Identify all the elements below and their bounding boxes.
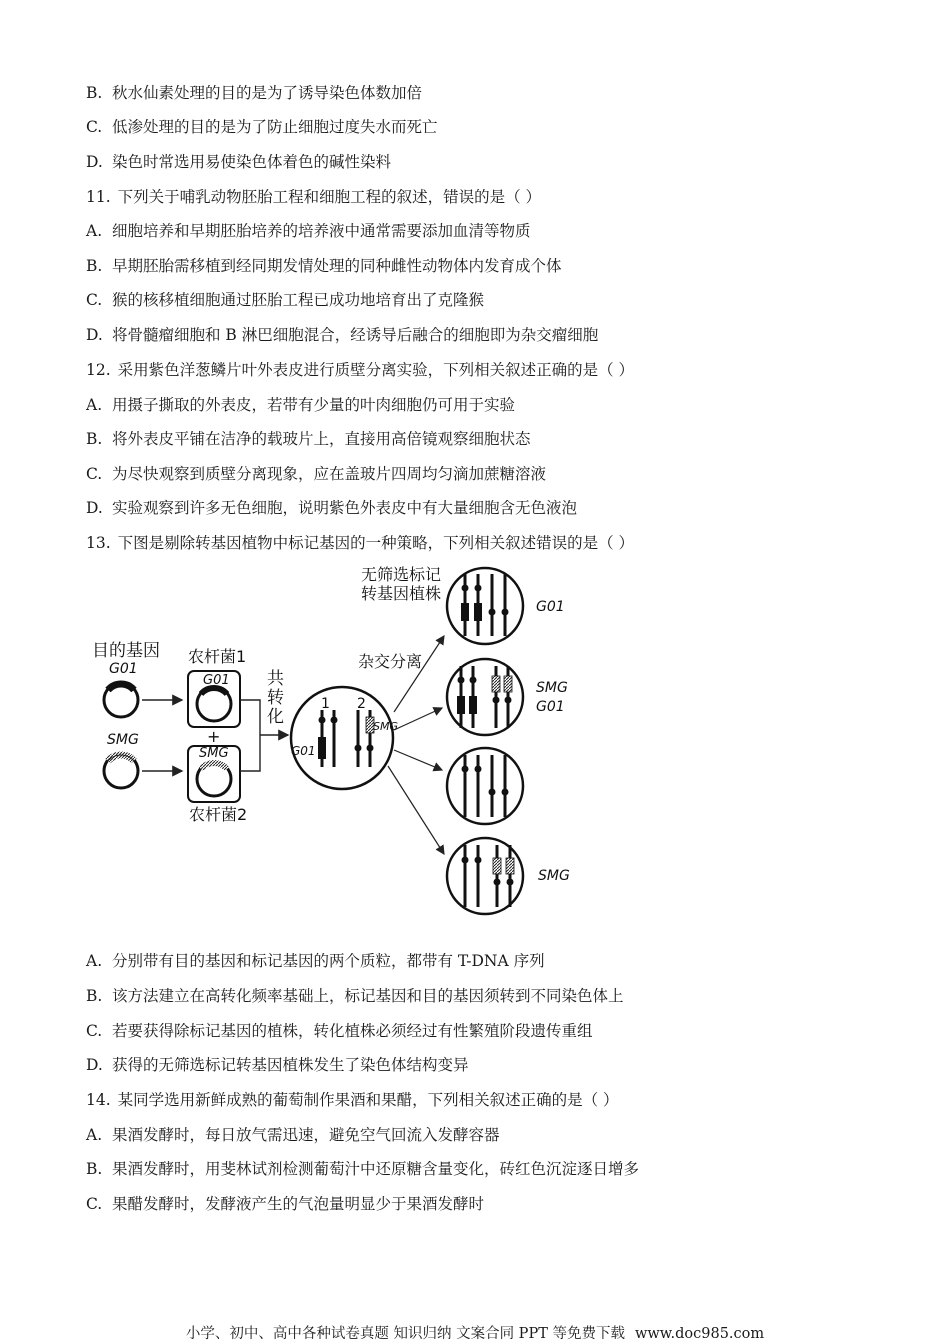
option-letter: B. — [86, 257, 103, 275]
option-text: 实验观察到许多无色细胞，说明紫色外表皮中有大量细胞含无色液泡 — [112, 499, 578, 517]
option-letter: C. — [86, 291, 103, 309]
option-text: 将外表皮平铺在洁净的载玻片上，直接用高倍镜观察细胞状态 — [112, 430, 531, 448]
cross-segregation-label: 杂交分离 — [358, 652, 423, 671]
result-label-line2: 转基因植株 — [361, 584, 442, 603]
chromosome-2-label: 2 — [357, 696, 366, 712]
g01-label-cell: G01 — [291, 744, 316, 758]
plasmid-smg — [104, 754, 138, 788]
option-letter: D. — [86, 153, 103, 171]
g01-label-bacterium: G01 — [203, 673, 230, 688]
question-stem — [86, 1090, 619, 1110]
agrobacterium-2 — [188, 746, 240, 802]
answer-option — [86, 83, 422, 103]
agrobacterium-1-label: 农杆菌1 — [188, 647, 247, 666]
question-text: 采用紫色洋葱鳞片叶外表皮进行质壁分离实验，下列相关叙述正确的是（ ） — [117, 361, 635, 379]
option-letter: D. — [86, 499, 103, 517]
answer-option — [86, 256, 562, 276]
offspring-1-g01-label: G01 — [536, 599, 565, 615]
offspring-cell-g01 — [447, 568, 523, 644]
answer-option — [86, 221, 531, 241]
offspring-2-g01-label: G01 — [536, 699, 565, 715]
option-letter: A. — [86, 952, 103, 970]
option-letter: C. — [86, 1022, 103, 1040]
option-text: 果醋发酵时，发酵液产生的气泡量明显少于果酒发酵时 — [112, 1195, 485, 1213]
answer-option — [86, 1194, 484, 1214]
answer-option — [86, 1159, 639, 1179]
gene-removal-diagram — [92, 560, 612, 930]
co-transform-char-3: 化 — [267, 707, 284, 727]
question-stem — [86, 187, 541, 207]
option-letter: B. — [86, 1160, 103, 1178]
chromosome-1-label: 1 — [321, 696, 330, 712]
transformed-cell — [291, 687, 398, 789]
option-letter: A. — [86, 1126, 103, 1144]
option-text: 染色时常选用易使染色体着色的碱性染料 — [112, 153, 392, 171]
answer-option — [86, 1055, 469, 1075]
answer-option — [86, 1125, 500, 1145]
question-number: 13. — [86, 534, 111, 552]
plus-sign: + — [207, 727, 221, 746]
option-letter: A. — [86, 396, 103, 414]
offspring-4-smg-label: SMG — [538, 868, 570, 884]
option-text: 为尽快观察到质壁分离现象，应在盖玻片四周均匀滴加蔗糖溶液 — [112, 465, 547, 483]
option-letter: B. — [86, 987, 103, 1005]
option-letter: C. — [86, 118, 103, 136]
option-text: 用摄子撕取的外表皮，若带有少量的叶肉细胞仍可用于实验 — [112, 396, 516, 414]
offspring-2-smg-label: SMG — [536, 680, 568, 696]
option-text: 分别带有目的基因和标记基因的两个质粒，都带有 T-DNA 序列 — [112, 952, 545, 970]
question-number: 12. — [86, 361, 111, 379]
offspring-cell-smg — [447, 838, 523, 914]
answer-option — [86, 986, 624, 1006]
option-letter: D. — [86, 326, 103, 344]
option-text: 果酒发酵时，每日放气需迅速，避免空气回流入发酵容器 — [112, 1126, 500, 1144]
answer-option — [86, 152, 391, 172]
option-text: 早期胚胎需移植到经同期发情处理的同种雌性动物体内发育成个体 — [112, 257, 562, 275]
footer-site-link[interactable]: www.doc985.com — [634, 1326, 765, 1342]
option-letter: B. — [86, 84, 103, 102]
option-text: 低渗处理的目的是为了防止细胞过度失水而死亡 — [112, 118, 438, 136]
option-text: 果酒发酵时，用斐林试剂检测葡萄汁中还原糖含量变化，砖红色沉淀逐日增多 — [112, 1160, 640, 1178]
answer-option — [86, 464, 546, 484]
option-text: 若要获得除标记基因的植株，转化植株必须经过有性繁殖阶段遗传重组 — [112, 1022, 593, 1040]
option-letter: A. — [86, 222, 103, 240]
answer-option — [86, 117, 438, 137]
option-text: 将骨髓瘤细胞和 B 淋巴细胞混合，经诱导后融合的细胞即为杂交瘤细胞 — [112, 326, 599, 344]
target-gene-label: 目的基因 — [92, 641, 160, 661]
answer-option — [86, 290, 484, 310]
question-text: 某同学选用新鲜成熟的葡萄制作果酒和果醋，下列相关叙述正确的是（ ） — [117, 1091, 619, 1109]
offspring-cell-none — [447, 748, 523, 824]
option-text: 该方法建立在高转化频率基础上，标记基因和目的基因须转到不同染色体上 — [112, 987, 624, 1005]
smg-label-bacterium: SMG — [199, 746, 229, 761]
question-number: 11. — [86, 188, 111, 206]
agrobacterium-2-label: 农杆菌2 — [189, 805, 248, 824]
offspring-cell-smg-g01 — [447, 659, 523, 735]
answer-option — [86, 429, 531, 449]
smg-label-cell: SMG — [373, 720, 398, 733]
question-stem — [86, 533, 634, 553]
answer-option — [86, 951, 545, 971]
smg-label-left: SMG — [107, 732, 139, 748]
result-label-line1: 无筛选标记 — [361, 565, 442, 584]
question-stem — [86, 360, 634, 380]
answer-option — [86, 325, 598, 345]
option-text: 秋水仙素处理的目的是为了诱导染色体数加倍 — [112, 84, 423, 102]
page-footer — [0, 1322, 950, 1343]
option-text: 猴的核移植细胞通过胚胎工程已成功地培育出了克隆猴 — [112, 291, 485, 309]
answer-option — [86, 1021, 593, 1041]
co-transform-char-1: 共 — [267, 669, 284, 689]
option-text: 细胞培养和早期胚胎培养的培养液中通常需要添加血清等物质 — [112, 222, 531, 240]
option-letter: C. — [86, 465, 103, 483]
option-letter: C. — [86, 1195, 103, 1213]
option-letter: B. — [86, 430, 103, 448]
answer-option — [86, 395, 515, 415]
g01-label-left: G01 — [109, 661, 138, 677]
question-text: 下列关于哺乳动物胚胎工程和细胞工程的叙述，错误的是（ ） — [117, 188, 542, 206]
option-text: 获得的无筛选标记转基因植株发生了染色体结构变异 — [112, 1056, 469, 1074]
question-number: 14. — [86, 1091, 111, 1109]
agrobacterium-1 — [188, 671, 240, 727]
option-letter: D. — [86, 1056, 103, 1074]
co-transform-char-2: 转 — [267, 688, 284, 708]
answer-option — [86, 498, 577, 518]
footer-text: 小学、初中、高中各种试卷真题 知识归纳 文案合同 PPT 等免费下载 — [185, 1326, 625, 1342]
question-text: 下图是剔除转基因植物中标记基因的一种策略，下列相关叙述错误的是（ ） — [117, 534, 635, 552]
plasmid-g01 — [104, 683, 138, 717]
